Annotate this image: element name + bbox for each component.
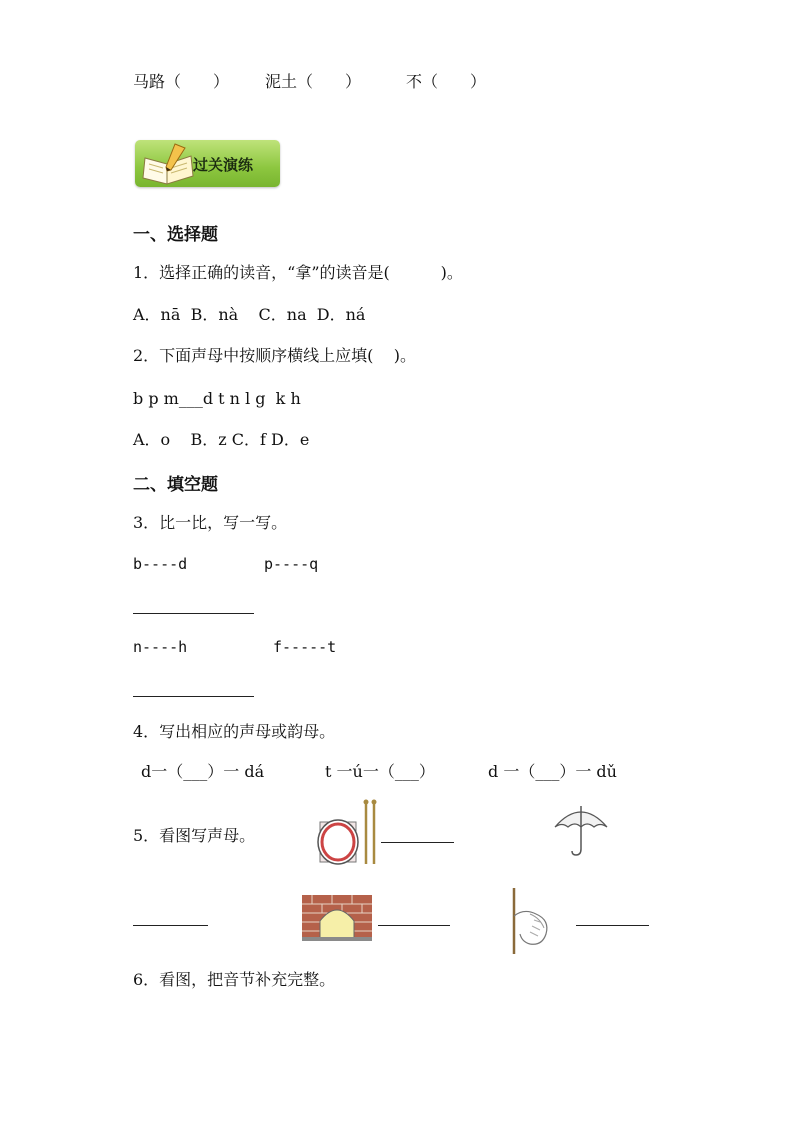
q4-item-a: d一（___）一 dá [141,762,265,781]
q5-answer-line-stick [576,925,649,926]
q4-item-b: t 一ú一（___） [325,762,435,781]
q2-options: A．o B．z C．f D．e [133,430,310,449]
q3-pair-nh: n----h [133,638,188,656]
q5-answer-line-tunnel [378,925,450,926]
q5-answer-line-a [133,925,208,926]
q1-options: A．nā B．nà C．na D．ná [133,305,366,324]
q2-text: 2．下面声母中按顺序横线上应填( )。 [133,346,417,365]
q3-pair-bd: b----d [133,555,188,573]
q5-text: 5．看图写声母。 [133,826,256,845]
q3-answer-line-1 [133,613,254,614]
q5-answer-line-drum [381,842,454,843]
section-title-choice: 一、选择题 [133,225,218,245]
q1-text: 1．选择正确的读音，“拿”的读音是( )。 [133,263,463,282]
q2-sequence: b p m___d t n l g k h [133,389,301,408]
q3-answer-line-2 [133,696,254,697]
walking-stick-icon [500,886,560,958]
badge-label: 过关演练 [193,156,254,174]
answer-line-bu: 不（ ） [406,72,487,91]
umbrella-icon [551,803,611,858]
answer-line-malu: 马路（ ） [133,72,230,91]
section-badge [135,140,280,187]
q3-pair-ft: f-----t [273,638,337,656]
q3-pair-pq: p----q [264,555,319,573]
answer-line-nitu: 泥土（ ） [265,72,362,91]
book-pencil-icon [137,140,199,187]
q4-item-c: d 一（___）一 dǔ [488,762,617,781]
q4-text: 4．写出相应的声母或韵母。 [133,722,336,741]
tunnel-icon [302,895,372,941]
section-title-fill: 二、填空题 [133,475,218,495]
q6-text: 6．看图，把音节补充完整。 [133,970,336,989]
q3-text: 3．比一比，写一写。 [133,513,288,532]
drum-icon [312,798,382,868]
